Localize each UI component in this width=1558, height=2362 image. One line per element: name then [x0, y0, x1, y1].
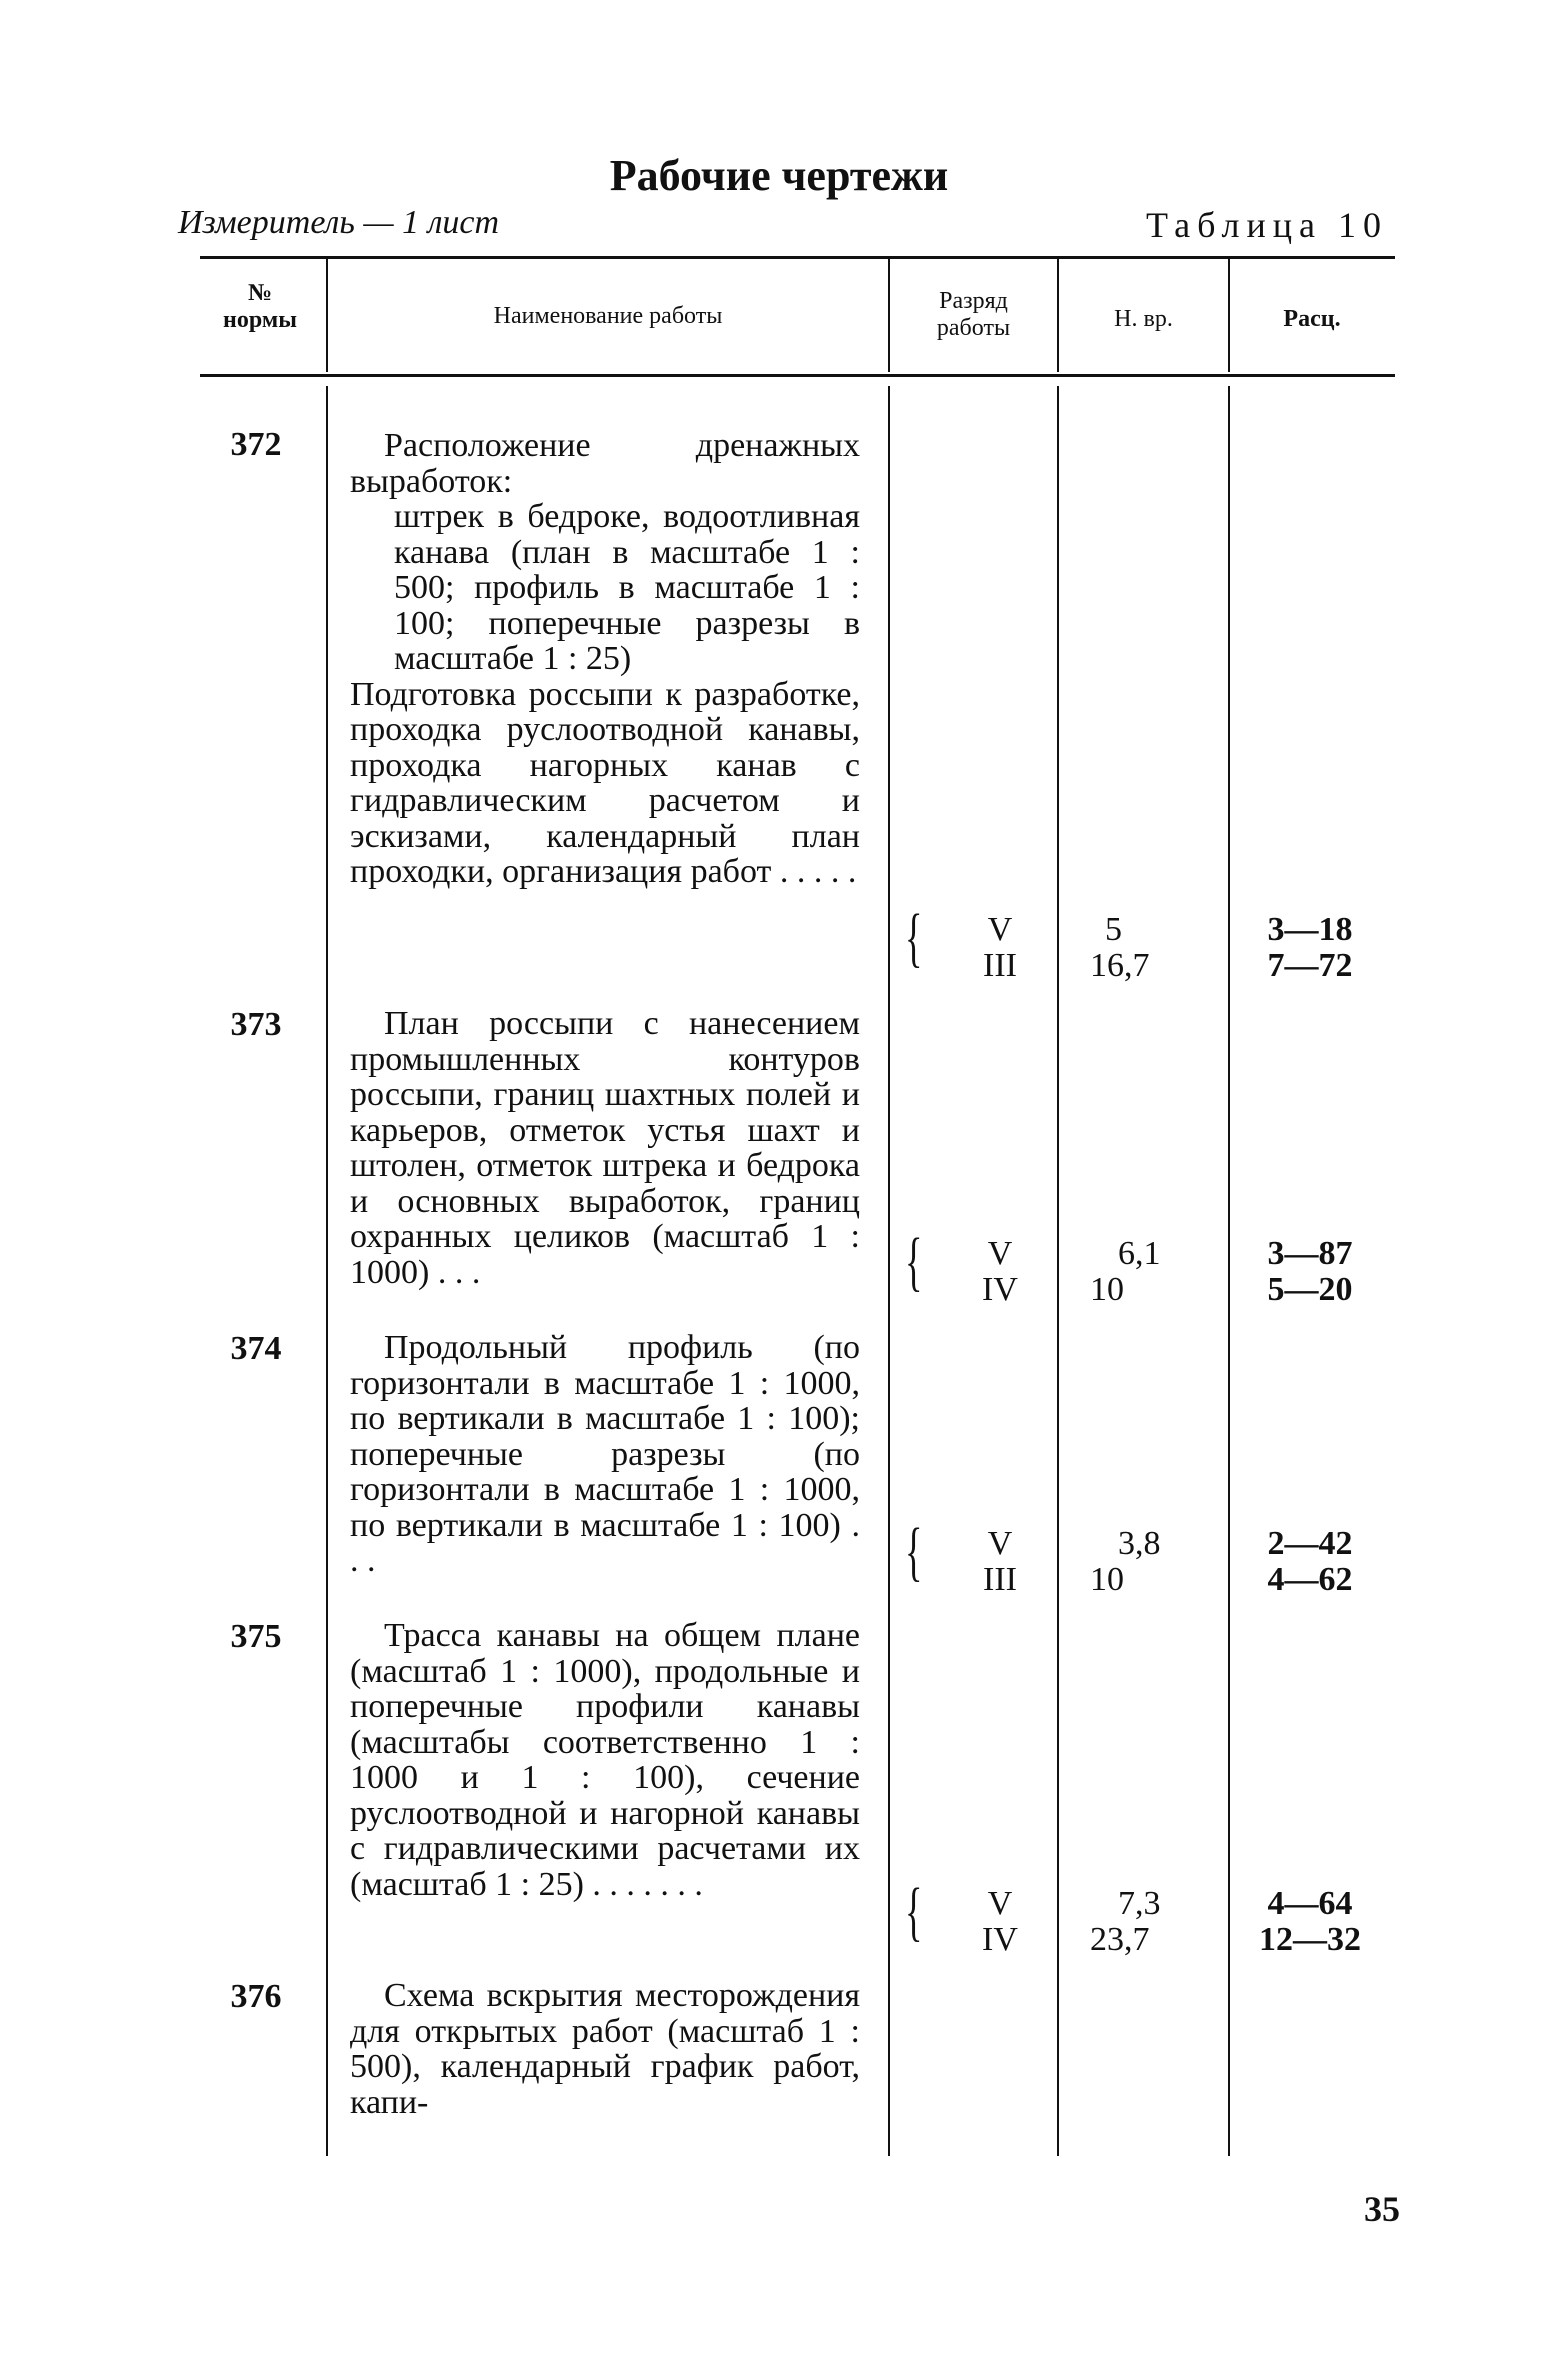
norm-time-value: 10	[1090, 1561, 1124, 1598]
page-title: Рабочие чертежи	[609, 151, 949, 200]
table-top-rule	[200, 256, 1395, 259]
grade-value: III	[983, 1561, 1017, 1598]
grade-value: V	[987, 1885, 1013, 1922]
norm-time-value: 3,8	[1118, 1525, 1161, 1562]
header-divider	[888, 259, 890, 372]
norm-time-value: 10	[1090, 1271, 1124, 1308]
brace: {	[905, 901, 923, 974]
brace: {	[905, 1875, 923, 1948]
rate-value: 4—64	[1267, 1885, 1353, 1922]
column-header-number: № нормы	[223, 280, 297, 333]
header-divider	[1228, 259, 1230, 372]
norm-time-value: 5	[1105, 911, 1122, 948]
norm-number: 375	[230, 1618, 282, 1655]
rate-value: 4—62	[1267, 1561, 1353, 1598]
column-header-norm: Н. вр.	[1114, 306, 1173, 332]
norm-number: 376	[230, 1978, 282, 2015]
measure-unit: Измеритель — 1 лист	[178, 204, 500, 241]
grade-value: IV	[982, 1271, 1018, 1308]
grade-value: V	[987, 911, 1013, 948]
column-header-name: Наименование работы	[493, 303, 723, 329]
rate-value: 3—18	[1267, 911, 1353, 948]
table-label: Таблица 10	[1146, 205, 1388, 245]
work-description: Продольный профиль (по горизонтали в масштабе 1 : 1000, по вертикали в масштабе 1 : 100); поперечные разрезы (по горизонтали в масштабе 1 : 1000, по вертикали в масштабе 1 : 100) . . .	[350, 1329, 860, 1579]
page-number: 35	[1364, 2189, 1400, 2229]
table-header-rule	[200, 374, 1395, 377]
work-description: Расположение дренажных выработок: штрек в бедроке, водоотливная канава (план в масштабе 1 : 500; профиль в масштабе 1 : 100; поперечные разрезы в масштабе 1 : 25) Подготовка россыпи к разработке, проходка руслоотводной канавы, проходка нагорных канав с гидравлическим расчетом и эскизами, календарный план проходки, организация работ . . . . .	[350, 427, 860, 890]
rate-value: 7—72	[1267, 947, 1353, 984]
brace: {	[905, 1225, 923, 1298]
work-description: План россыпи с нанесением промышленных контуров россыпи, границ шахтных полей и карьеров, отметок устья шахт и штолен, отметок штрека и бедрока и основных выработок, границ охранных целиков (масштаб 1 : 1000) . . .	[350, 1005, 860, 1291]
column-header-grade: Разряд работы	[936, 288, 1011, 341]
column-divider	[1057, 386, 1059, 2156]
grade-value: V	[987, 1235, 1013, 1272]
brace: {	[905, 1515, 923, 1588]
norm-time-value: 23,7	[1090, 1921, 1150, 1958]
column-divider	[888, 386, 890, 2156]
norm-time-value: 6,1	[1118, 1235, 1161, 1272]
norm-number: 374	[230, 1330, 282, 1367]
work-description: Схема вскрытия месторождения для открытых работ (масштаб 1 : 500), календарный график работ, капи-	[350, 1977, 860, 2121]
rate-value: 2—42	[1267, 1525, 1353, 1562]
rate-value: 5—20	[1267, 1271, 1353, 1308]
norm-number: 373	[230, 1006, 282, 1043]
norm-time-value: 16,7	[1090, 947, 1150, 984]
grade-value: III	[983, 947, 1017, 984]
grade-value: IV	[982, 1921, 1018, 1958]
rate-value: 3—87	[1267, 1235, 1353, 1272]
rate-value: 12—32	[1259, 1921, 1361, 1958]
header-divider	[326, 259, 328, 372]
norm-time-value: 7,3	[1118, 1885, 1161, 1922]
work-description: Трасса канавы на общем плане (масштаб 1 : 1000), продольные и поперечные профили канавы (масштабы соответственно 1 : 1000 и 1 : 100), сечение руслоотводной и нагорной канавы с гидравлическими расчетами их (масштаб 1 : 25) . . . . . . .	[350, 1617, 860, 1903]
norm-number: 372	[230, 426, 282, 463]
grade-value: V	[987, 1525, 1013, 1562]
column-header-pay: Расц.	[1283, 306, 1341, 332]
header-divider	[1057, 259, 1059, 372]
column-divider	[326, 386, 328, 2156]
